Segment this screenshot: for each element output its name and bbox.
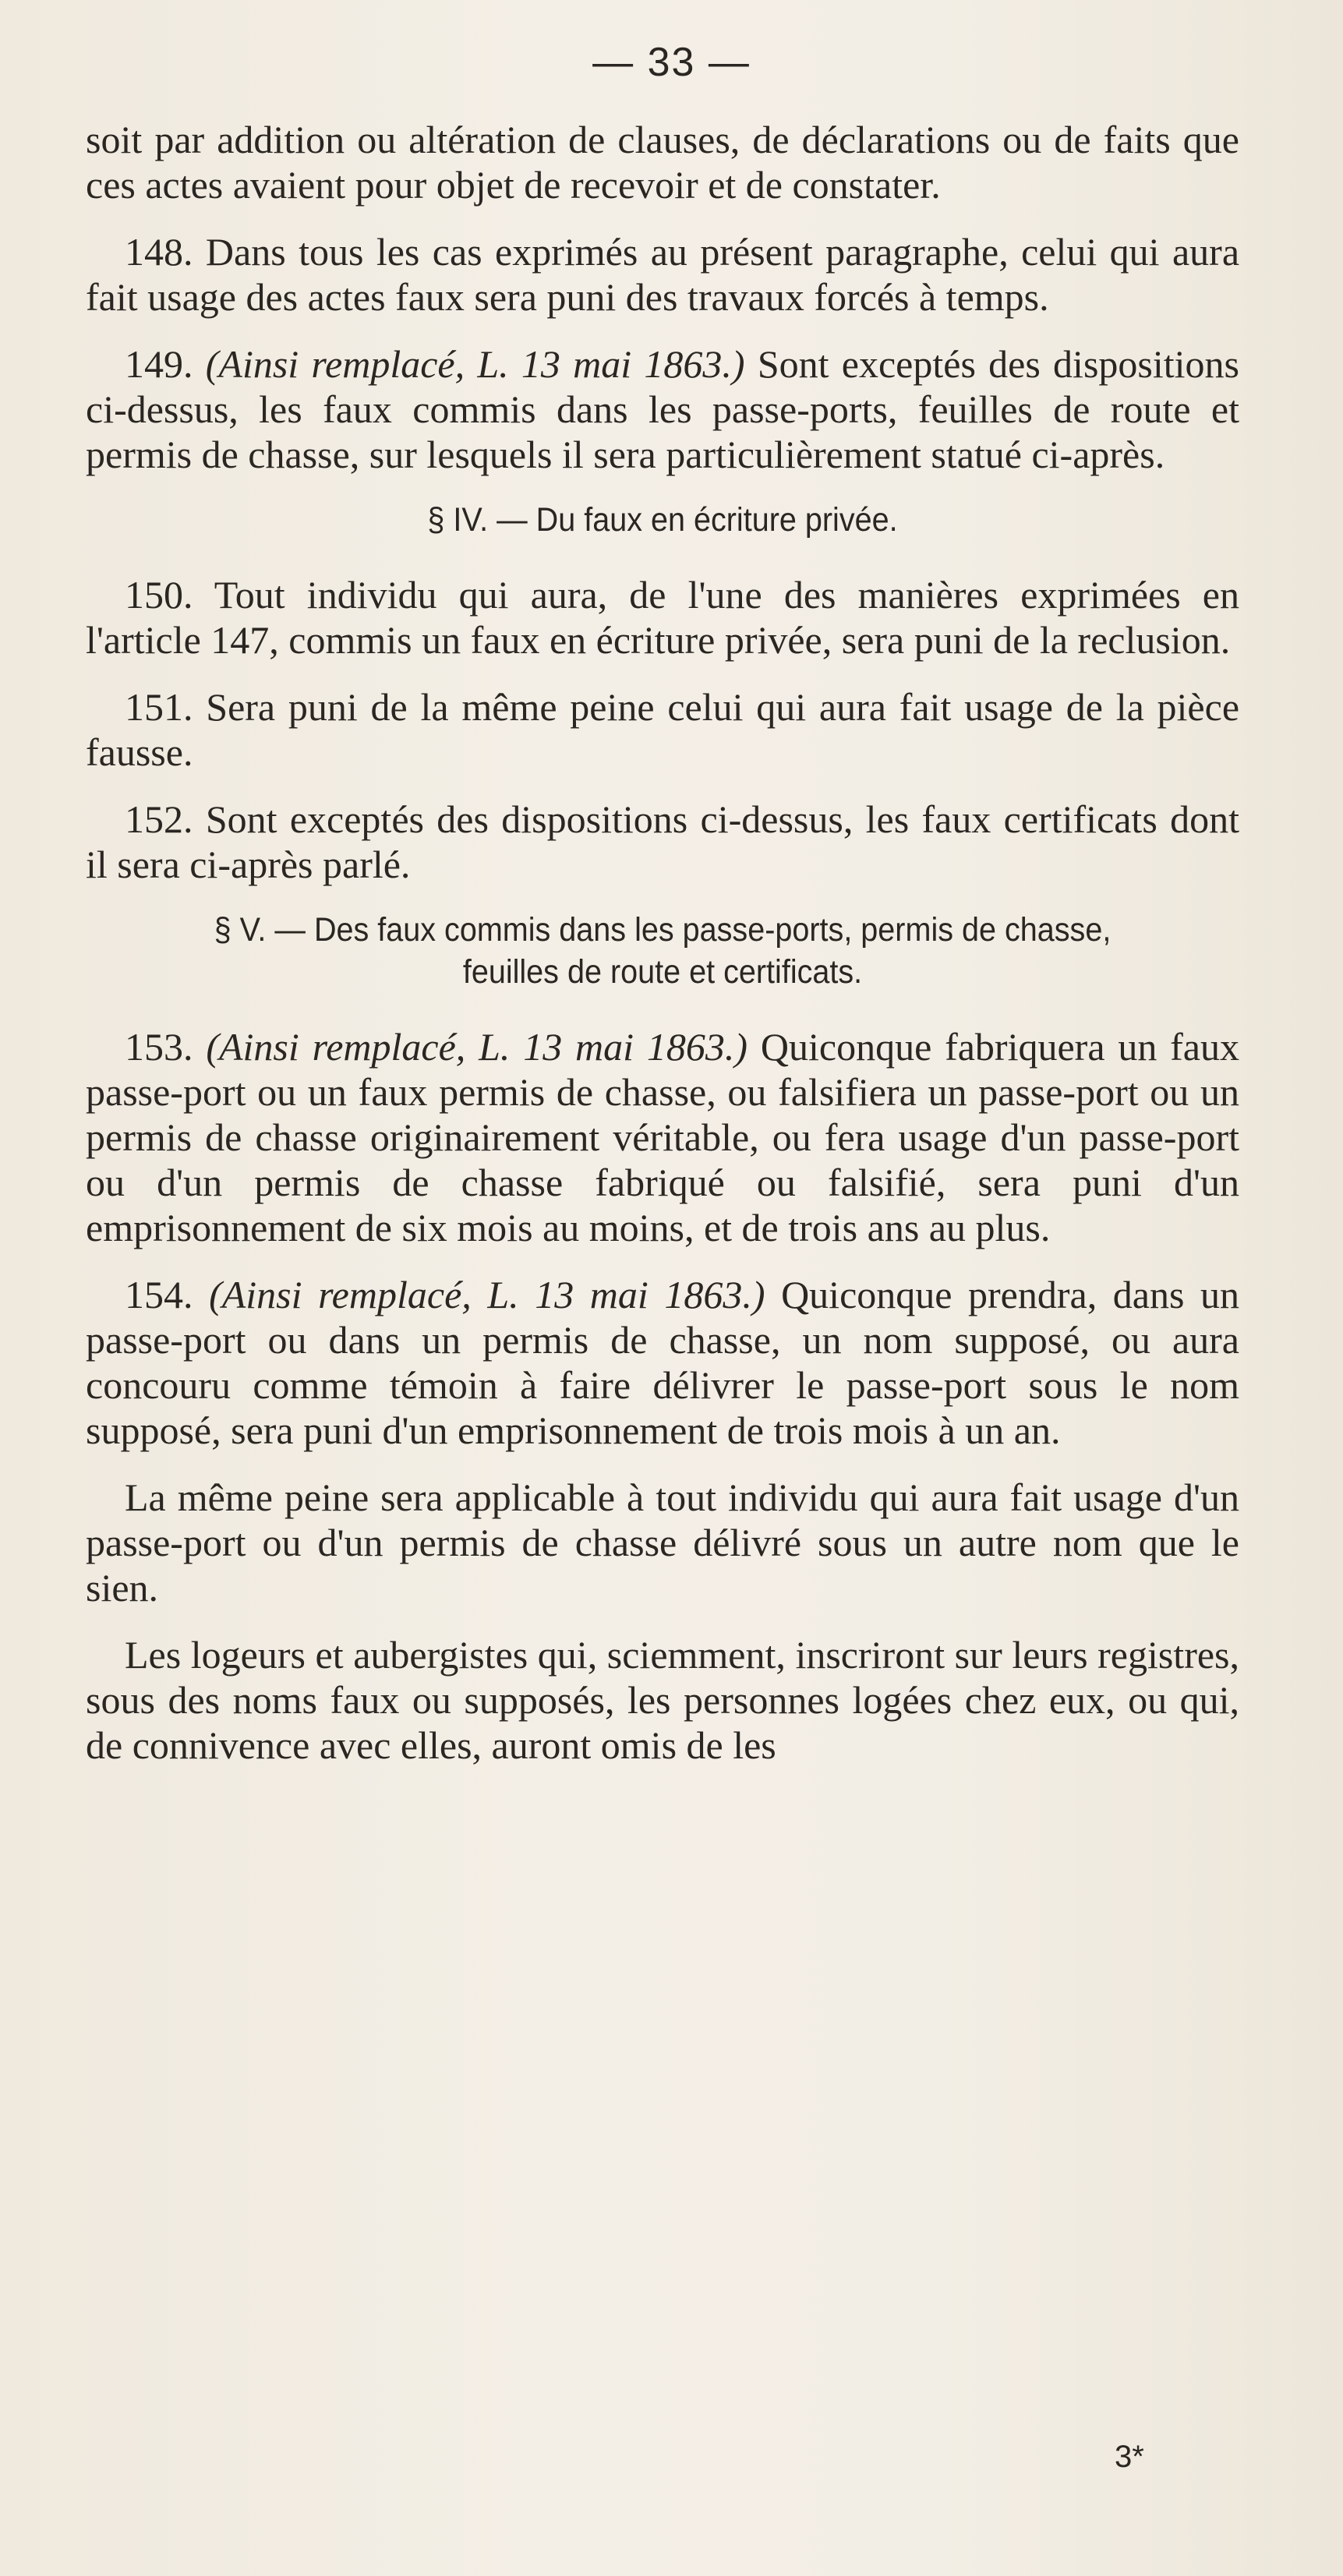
article-154 <box>86 1272 1239 1453</box>
article-text: Les logeurs et aubergistes qui, sciemment, inscriront sur leurs registres, sous des noms faux ou supposés, les personnes logées chez eux, ou qui, de connivence avec elles, auront omis de les <box>86 1633 1239 1767</box>
article-text: La même peine sera applicable à tout individu qui aura fait usage d'un passe-port ou d'un permis de chasse délivré sous un autre nom que le sien. <box>86 1475 1239 1610</box>
section-heading-line: feuilles de route et certificats. <box>462 953 863 991</box>
article-150 <box>86 572 1239 663</box>
article-number: 153. <box>125 1025 193 1069</box>
paragraph-text: soit par addition ou altération de clauses, de déclarations ou de faits que ces actes avaient pour objet de recevoir et de constater. <box>86 118 1239 207</box>
article-text: Quiconque prendra, dans un passe-port ou dans un permis de chasse, un nom supposé, ou aura concouru comme témoin à faire délivrer le passe-port sous le nom supposé, sera puni d'un emprisonnement de trois mois à un an. <box>86 1273 1240 1452</box>
article-note: (Ainsi remplacé, L. 13 mai 1863.) <box>205 342 745 386</box>
article-number: 154. <box>125 1273 193 1316</box>
article-note: (Ainsi remplacé, L. 13 mai 1863.) <box>206 1025 748 1069</box>
article-text: Sera puni de la même peine celui qui aura fait usage de la pièce fausse. <box>86 685 1240 774</box>
article-153 <box>86 1024 1239 1250</box>
article-152 <box>86 797 1239 887</box>
article-text: Quiconque fabriquera un faux passe-port ou un faux permis de chasse, ou falsifiera un passe-port ou un permis de chasse originairement véritable, ou fera usage d'un passe-port ou d'un permis de chasse fabriqué ou falsifié, sera puni d'un emprisonnement de six mois au moins, et de trois ans au plus. <box>86 1025 1240 1249</box>
article-number: 150. <box>125 573 193 617</box>
article-number: 152. <box>125 797 193 841</box>
article-note: (Ainsi remplacé, L. 13 mai 1863.) <box>209 1273 765 1316</box>
article-154-para-3 <box>86 1632 1239 1768</box>
section-heading-iv: § IV. — Du faux en écriture privée. <box>427 501 898 539</box>
article-number: 148. <box>125 230 193 274</box>
section-heading-line: § V. — Des faux commis dans les passe-ports, permis de chasse, <box>214 911 1112 949</box>
article-148 <box>86 229 1239 320</box>
article-number: 149. <box>125 342 193 386</box>
signature-mark: 3* <box>1115 2440 1144 2474</box>
page-number: — 33 — <box>592 40 751 85</box>
article-149 <box>86 341 1239 477</box>
text-body <box>86 117 1239 1790</box>
article-text: Sont exceptés des dispositions ci-dessus, les faux certificats dont il sera ci-après parlé. <box>86 797 1239 886</box>
article-154-para-2 <box>86 1475 1239 1610</box>
article-text: Dans tous les cas exprimés au présent paragraphe, celui qui aura fait usage des actes faux sera puni des travaux forcés à temps. <box>86 230 1240 319</box>
article-number: 151. <box>125 685 193 729</box>
article-151 <box>86 684 1239 775</box>
paragraph-continuation <box>86 117 1239 207</box>
article-text: Tout individu qui aura, de l'une des manières exprimées en l'article 147, commis un faux en écriture privée, sera puni de la reclusion. <box>86 573 1239 662</box>
section-heading-v <box>161 909 1165 993</box>
article-text: Sont exceptés des dispositions ci-dessus, les faux commis dans les passe-ports, feuilles de route et permis de chasse, sur lesquels il sera particulièrement statué ci-après. <box>86 342 1239 476</box>
